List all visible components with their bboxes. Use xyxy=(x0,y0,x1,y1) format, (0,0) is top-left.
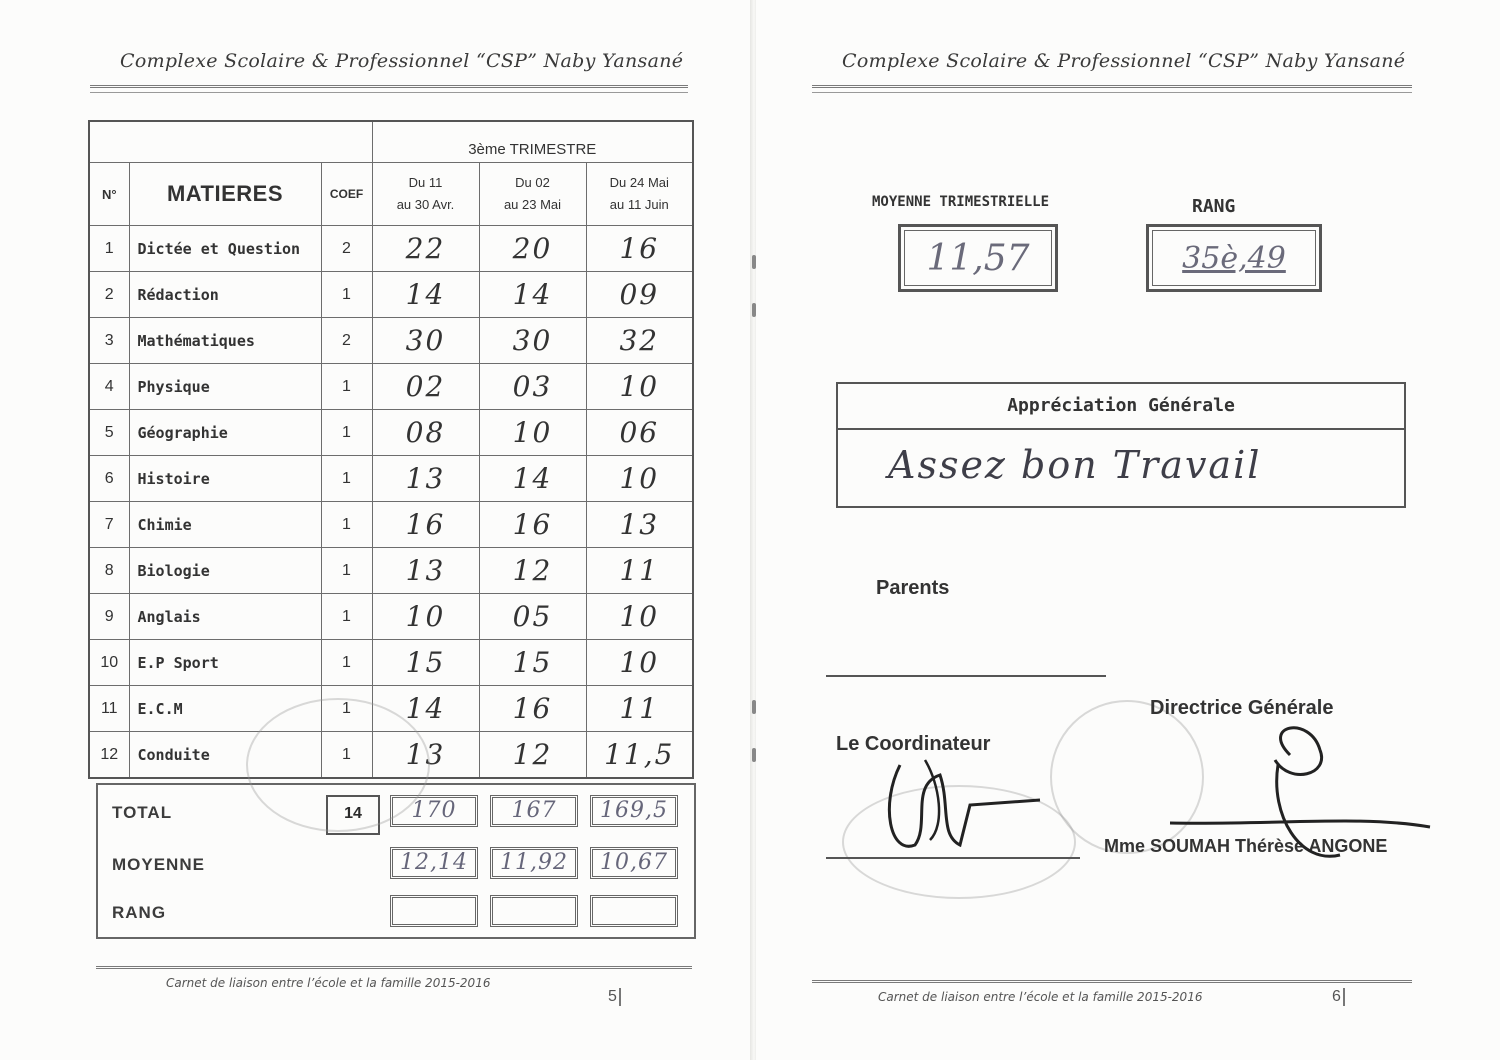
grade-cell: 15 xyxy=(479,640,586,686)
total-value: 170 xyxy=(390,795,478,827)
grade-cell: 30 xyxy=(479,318,586,364)
row-number: 2 xyxy=(89,272,129,318)
grade-cell: 14 xyxy=(372,272,479,318)
grade-cell: 16 xyxy=(479,686,586,732)
total-coef: 14 xyxy=(326,795,380,835)
grade-cell: 14 xyxy=(479,456,586,502)
row-number: 4 xyxy=(89,364,129,410)
director-name: Mme SOUMAH Thérèse ANGONE xyxy=(1104,836,1388,856)
grade-cell: 10 xyxy=(586,640,693,686)
grade-cell: 10 xyxy=(479,410,586,456)
coefficient: 2 xyxy=(321,226,372,272)
table-row xyxy=(89,594,693,640)
coefficient: 1 xyxy=(321,456,372,502)
grade-cell: 10 xyxy=(586,456,693,502)
grade-cell: 11 xyxy=(586,686,693,732)
grade-cell: 13 xyxy=(586,502,693,548)
row-number: 8 xyxy=(89,548,129,594)
grade-cell: 06 xyxy=(586,410,693,456)
subject-name: Rédaction xyxy=(129,272,321,318)
rang-value: 35è,49 xyxy=(1152,230,1316,286)
subject-name: Chimie xyxy=(129,502,321,548)
grade-cell: 30 xyxy=(372,318,479,364)
grade-cell: 05 xyxy=(479,594,586,640)
total-value: 169,5 xyxy=(590,795,678,827)
col-no-header: N° xyxy=(89,163,129,226)
table-row xyxy=(89,548,693,594)
subject-name: Mathématiques xyxy=(129,318,321,364)
row-number: 12 xyxy=(89,732,129,779)
table-row xyxy=(89,502,693,548)
moyenne-value: 11,92 xyxy=(490,847,578,879)
school-header: Complexe Scolaire & Professionnel “CSP” Naby Yansané xyxy=(120,50,684,72)
page-number: 6 xyxy=(1332,988,1345,1006)
period-header: Du 02 au 23 Mai xyxy=(479,163,586,226)
table-row xyxy=(89,456,693,502)
appreciation-label: Appréciation Générale xyxy=(838,384,1404,430)
table-row xyxy=(89,410,693,456)
school-header: Complexe Scolaire & Professionnel “CSP” Naby Yansané xyxy=(842,50,1406,72)
row-number: 6 xyxy=(89,456,129,502)
grade-cell: 02 xyxy=(372,364,479,410)
grade-cell: 15 xyxy=(372,640,479,686)
grade-cell: 10 xyxy=(586,594,693,640)
coefficient: 1 xyxy=(321,686,372,732)
grade-cell: 12 xyxy=(479,732,586,779)
coefficient: 1 xyxy=(321,410,372,456)
coefficient: 1 xyxy=(321,364,372,410)
grade-cell: 12 xyxy=(479,548,586,594)
grade-cell: 14 xyxy=(372,686,479,732)
footer-rule xyxy=(812,980,1412,983)
rang-box xyxy=(1146,224,1322,292)
table-row xyxy=(89,318,693,364)
grade-cell: 16 xyxy=(479,502,586,548)
subject-name: E.P Sport xyxy=(129,640,321,686)
table-row xyxy=(89,364,693,410)
row-number: 7 xyxy=(89,502,129,548)
grades-table xyxy=(88,120,694,779)
header-rule xyxy=(90,85,688,88)
row-number: 5 xyxy=(89,410,129,456)
grade-cell: 11 xyxy=(586,548,693,594)
grade-cell: 13 xyxy=(372,456,479,502)
coefficient: 1 xyxy=(321,640,372,686)
row-number: 10 xyxy=(89,640,129,686)
moyenne-trimestrielle-label: MOYENNE TRIMESTRIELLE xyxy=(872,194,1050,210)
table-row xyxy=(89,640,693,686)
grade-cell: 22 xyxy=(372,226,479,272)
col-subjects-header: MATIERES xyxy=(129,163,321,226)
coefficient: 1 xyxy=(321,272,372,318)
grade-cell: 20 xyxy=(479,226,586,272)
appreciation-text: Assez bon Travail xyxy=(888,443,1262,487)
stamp-faint-left xyxy=(246,698,430,832)
appreciation-box xyxy=(836,382,1406,508)
footer-text: Carnet de liaison entre l’école et la famille 2015-2016 xyxy=(878,990,1203,1004)
grade-cell: 03 xyxy=(479,364,586,410)
parents-signature-line xyxy=(826,675,1106,677)
row-number: 9 xyxy=(89,594,129,640)
rang-value xyxy=(590,895,678,927)
subject-name: Biologie xyxy=(129,548,321,594)
period-header: Du 24 Mai au 11 Juin xyxy=(586,163,693,226)
total-label: TOTAL xyxy=(112,803,173,822)
rang-value xyxy=(390,895,478,927)
grade-cell: 14 xyxy=(479,272,586,318)
table-row xyxy=(89,226,693,272)
trimester-header: 3ème TRIMESTRE xyxy=(372,121,693,163)
subject-name: Conduite xyxy=(129,732,321,779)
total-value: 167 xyxy=(490,795,578,827)
grade-cell: 16 xyxy=(586,226,693,272)
subject-name: Anglais xyxy=(129,594,321,640)
director-signature-icon xyxy=(1160,715,1440,875)
header-rule-thin xyxy=(812,92,1412,93)
moyenne-value: 12,14 xyxy=(390,847,478,879)
subject-name: Géographie xyxy=(129,410,321,456)
coefficient: 1 xyxy=(321,732,372,779)
parents-label: Parents xyxy=(876,577,950,599)
period-header: Du 11 au 30 Avr. xyxy=(372,163,479,226)
row-number: 3 xyxy=(89,318,129,364)
subject-name: E.C.M xyxy=(129,686,321,732)
director-label: Directrice Générale xyxy=(1150,697,1334,719)
row-number: 11 xyxy=(89,686,129,732)
grade-cell: 13 xyxy=(372,732,479,779)
grade-cell: 09 xyxy=(586,272,693,318)
footer-text: Carnet de liaison entre l’école et la famille 2015-2016 xyxy=(166,976,491,990)
subject-name: Physique xyxy=(129,364,321,410)
coordinator-signature-icon xyxy=(870,745,1050,865)
footer-rule xyxy=(96,966,692,969)
header-rule-thin xyxy=(90,92,688,93)
grade-cell: 10 xyxy=(372,594,479,640)
coefficient: 2 xyxy=(321,318,372,364)
moyenne-label: MOYENNE xyxy=(112,855,205,874)
grade-cell: 16 xyxy=(372,502,479,548)
coefficient: 1 xyxy=(321,594,372,640)
header-rule xyxy=(812,85,1412,88)
rang-label: RANG xyxy=(1192,196,1236,217)
grade-cell: 08 xyxy=(372,410,479,456)
rang-value xyxy=(490,895,578,927)
grade-cell: 13 xyxy=(372,548,479,594)
grade-cell: 32 xyxy=(586,318,693,364)
col-coef-header: COEF xyxy=(321,163,372,226)
rang-label: RANG xyxy=(112,903,167,922)
subject-name: Histoire xyxy=(129,456,321,502)
moyenne-box xyxy=(898,224,1058,292)
row-number: 1 xyxy=(89,226,129,272)
coefficient: 1 xyxy=(321,502,372,548)
table-row xyxy=(89,272,693,318)
moyenne-value: 10,67 xyxy=(590,847,678,879)
header-blank xyxy=(89,121,372,163)
grade-cell: 11,5 xyxy=(586,732,693,779)
page-number: 5 xyxy=(608,988,621,1006)
coefficient: 1 xyxy=(321,548,372,594)
page-right xyxy=(756,0,1500,1060)
moyenne-value: 11,57 xyxy=(904,230,1052,286)
subject-name: Dictée et Question xyxy=(129,226,321,272)
grade-cell: 10 xyxy=(586,364,693,410)
coordinator-label: Le Coordinateur xyxy=(836,733,991,755)
